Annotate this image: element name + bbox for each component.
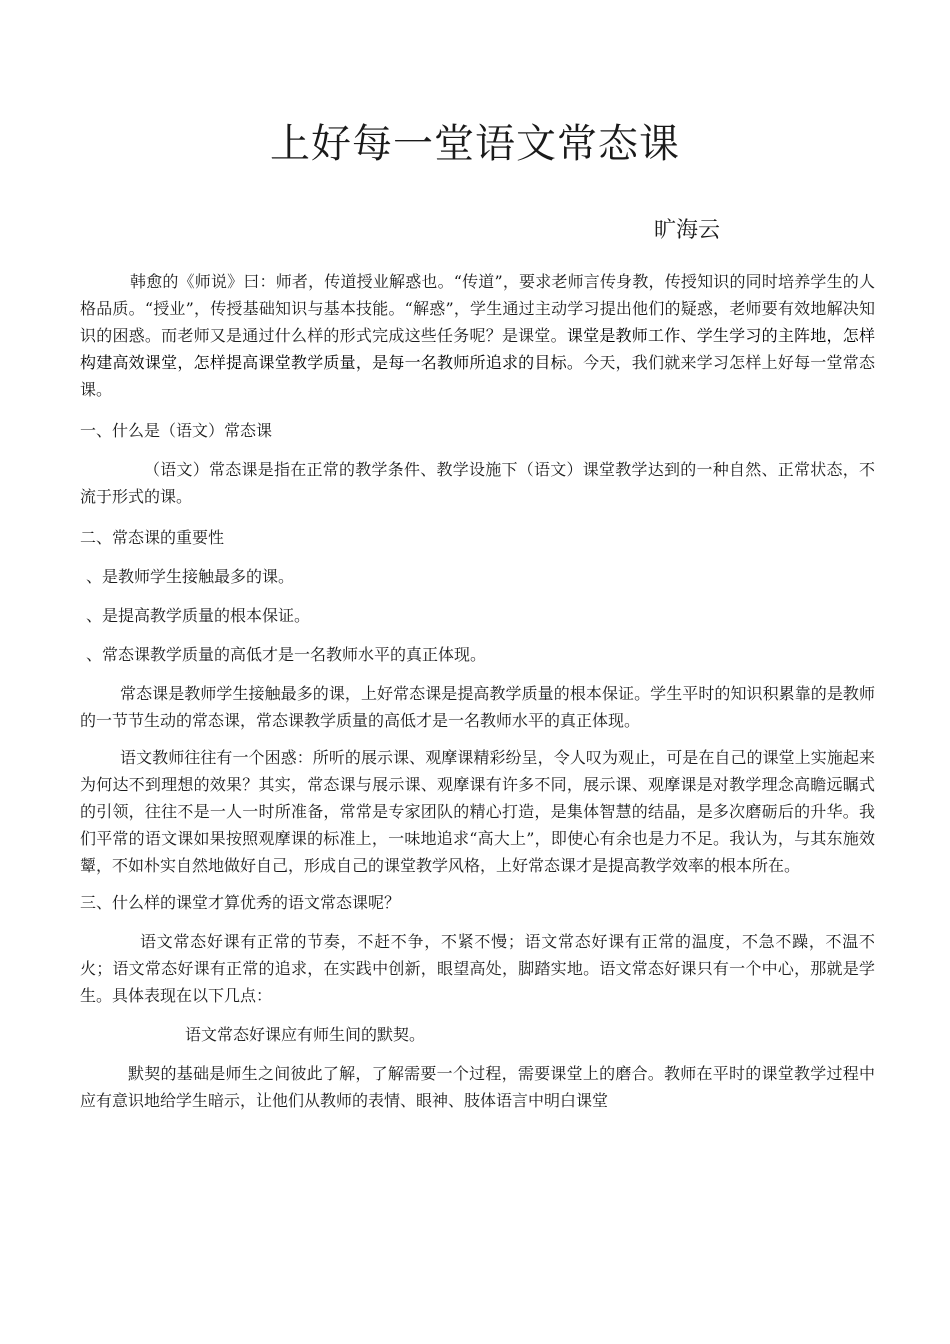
section1-heading: 一、什么是（语文）常态课 xyxy=(80,421,273,440)
section1-paragraph: （语文）常态课是指在正常的教学条件、教学设施下（语文）课堂教学达到的一种自然、正常状态，不流于形式的课。 xyxy=(80,460,875,506)
intro-text-part3: 今天，我们就来学习怎样上好每一堂常态课。 xyxy=(80,353,875,399)
document-author: 旷海云 xyxy=(654,218,721,243)
document-body xyxy=(80,268,875,1114)
section2-paragraph-1: 常态课是教师学生接触最多的课，上好常态课是提高教学质量的根本保证。学生平时的知识积累靠的是教师的一节节生动的常态课，常态课教学质量的高低才是一名教师水平的真正体现。 xyxy=(80,684,875,730)
document-title: 上好每一堂语文常态课 xyxy=(270,121,680,167)
intro-paragraph xyxy=(80,268,875,403)
intro-text-part1: 韩愈的《师说》曰：师者，传道授业解惑也。“传道”，要求老师言传身教，传授知识的同时培养学生的人格品质。“授业”，传授基础知识与基本技能。“解惑”，学生通过主动学习提出他们的疑惑，老师要有效地解决知识的困惑。而老师又是通过什么样的形式完成这些任务呢？是课堂。 xyxy=(80,272,875,345)
section3-subheading: 语文常态好课应有师生间的默契。 xyxy=(185,1025,426,1044)
bullet-item: 、是提高教学质量的根本保证。 xyxy=(86,606,311,625)
section2-heading: 二、常态课的重要性 xyxy=(80,528,225,547)
bullet-item: 、是教师学生接触最多的课。 xyxy=(86,567,295,586)
bullet-item: 、常态课教学质量的高低才是一名教师水平的真正体现。 xyxy=(86,645,487,664)
intro-text-part2: 课堂是教师工作、学生学习的主阵地，怎样构建高效课堂，怎样提高课堂教学质量，是每一名教师所追求的目标。 xyxy=(80,326,875,372)
section3-paragraph-1: 语文常态好课有正常的节奏，不赶不争，不紧不慢；语文常态好课有正常的温度，不急不躁，不温不火；语文常态好课有正常的追求，在实践中创新，眼望高处，脚踏实地。语文常态好课只有一个中心，那就是学生。具体表现在以下几点： xyxy=(80,932,875,1005)
section3-paragraph-2: 默契的基础是师生之间彼此了解，了解需要一个过程，需要课堂上的磨合。教师在平时的课堂教学过程中应有意识地给学生暗示，让他们从教师的表情、眼神、肢体语言中明白课堂 xyxy=(80,1064,875,1110)
section2-paragraph-2: 语文教师往往有一个困惑：所听的展示课、观摩课精彩纷呈，令人叹为观止，可是在自己的课堂上实施起来为何达不到理想的效果？其实，常态课与展示课、观摩课有许多不同，展示课、观摩课是对教学理念高瞻远瞩式的引领，往往不是一人一时所准备，常常是专家团队的精心打造，是集体智慧的结晶，是多次磨砺后的升华。我们平常的语文课如果按照观摩课的标准上，一味地追求“高大上”，即使心有余也是力不足。我认为，与其东施效颦，不如朴实自然地做好自己，形成自己的课堂教学风格，上好常态课才是提高教学效率的根本所在。 xyxy=(80,748,875,875)
section3-heading: 三、什么样的课堂才算优秀的语文常态课呢？ xyxy=(80,893,401,912)
